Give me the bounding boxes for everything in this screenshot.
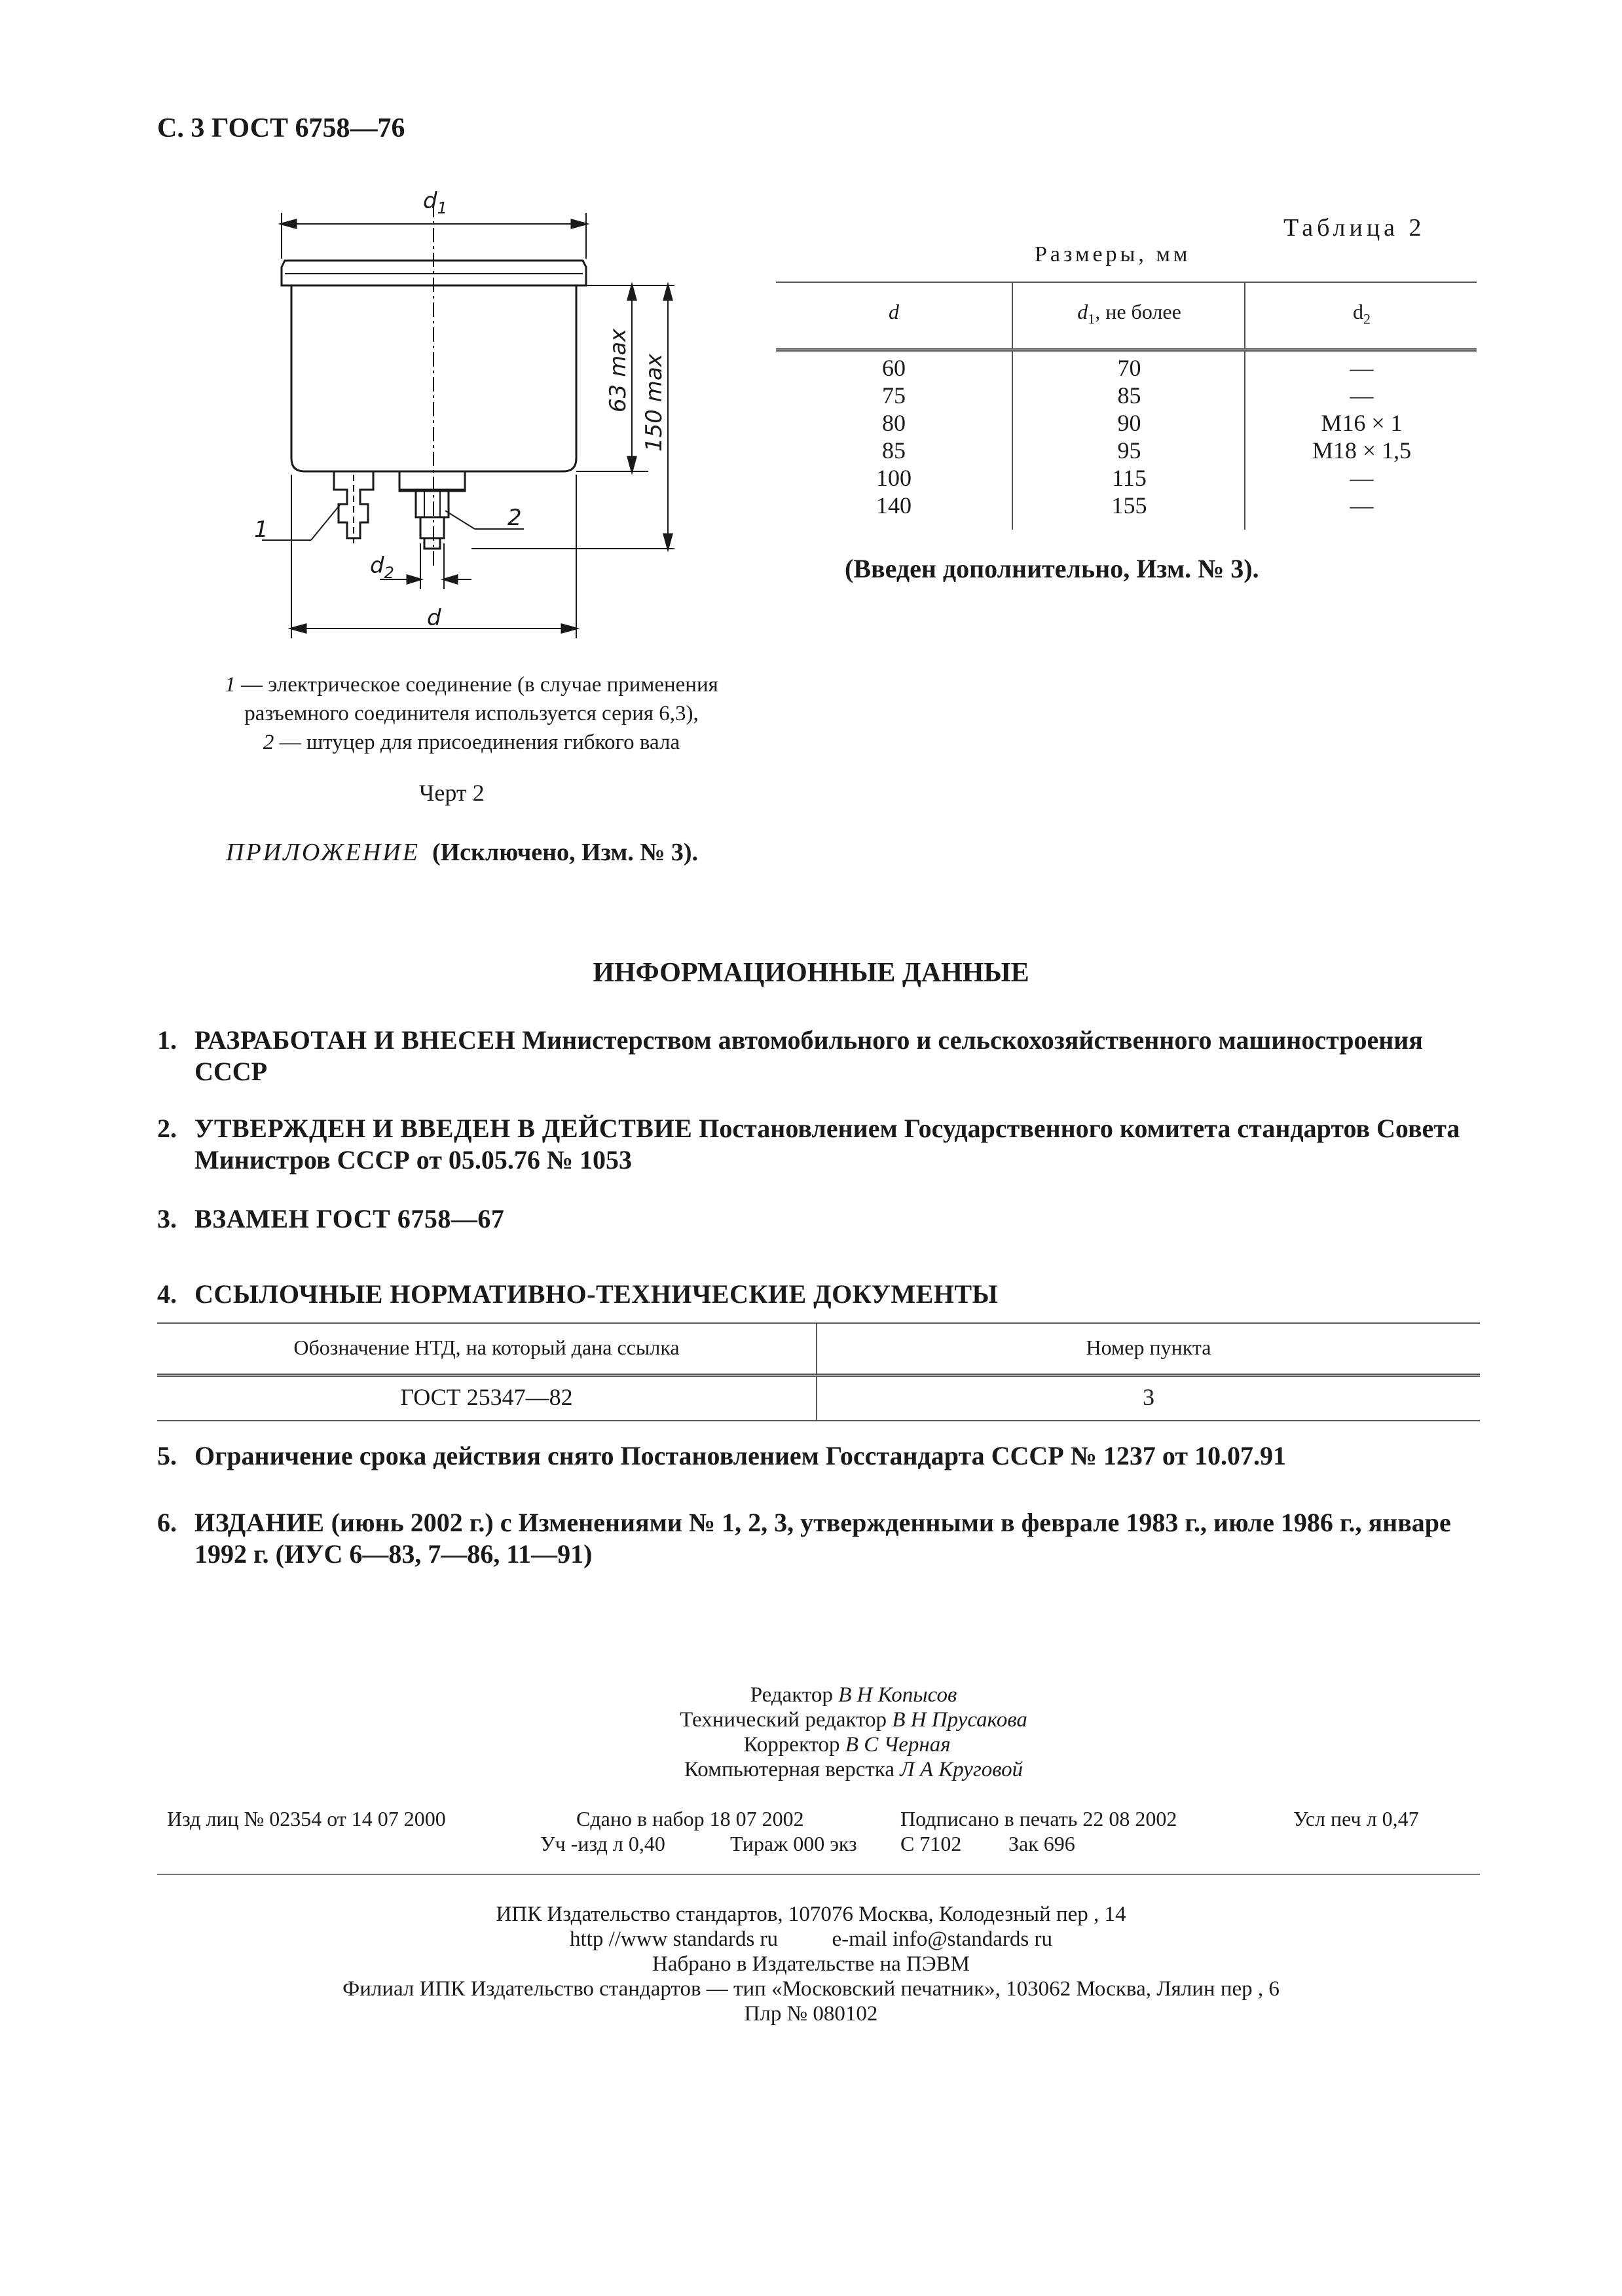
figure-caption: Черт 2 <box>419 780 485 806</box>
table2-header-d1: $d_1$, не более <box>1077 300 1181 327</box>
imprint-run: Тираж 000 экз <box>730 1832 857 1855</box>
d1-subscript: 1 <box>437 199 447 217</box>
imprint-order: Зак 696 <box>1008 1832 1075 1855</box>
instrument-drawing <box>249 177 667 655</box>
table2 <box>776 282 1477 530</box>
references-cell-doc: ГОСТ 25347—82 <box>400 1384 573 1410</box>
info-item-4: 4. ССЫЛОЧНЫЕ НОРМАТИВНО-ТЕХНИЧЕСКИЕ ДОКУМЕНТЫ <box>157 1279 999 1309</box>
imprint-pub-sheets: Уч -изд л 0,40 <box>540 1832 665 1855</box>
drawing-legend: 1 — электрическое соединение (в случае применения разъемного соединителя используется серия 6,3), 2 — штуцер для присоединения гибкого вала <box>225 673 718 754</box>
imprint-license: Изд лиц № 02354 от 14 07 2000 <box>167 1807 446 1831</box>
appendix-note: ПРИЛОЖЕНИЕ (Исключено, Изм. № 3). <box>226 839 699 866</box>
d2-subscript: 2 <box>384 564 394 582</box>
dim-63-label: 63 max <box>605 328 631 412</box>
table2-note: (Введен дополнительно, Изм. № 3). <box>845 554 1259 583</box>
info-item-3: 3. ВЗАМЕН ГОСТ 6758—67 <box>157 1204 505 1233</box>
svg-text:d1 <box>423 188 447 217</box>
info-item-2: 2. УТВЕРЖДЕН И ВВЕДЕН В ДЕЙСТВИЕ Постановлением Государственного комитета стандартов Совета Министров СССР от 05.05.76 № 1053 <box>157 1114 1460 1175</box>
references-table <box>157 1322 1480 1421</box>
credits: Редактор В Н Копысов Технический редактор В Н Прусакова Корректор В С Черная Компьютерная верстка Л А Круговой <box>680 1683 1027 1781</box>
imprint-sent: Сдано в набор 18 07 2002 <box>576 1807 804 1831</box>
table2-header <box>776 282 1477 352</box>
callout-1: 1 <box>254 517 268 543</box>
table2-col-d: 60 75 80 85 100 140 <box>876 355 912 519</box>
imprint-code: С 7102 <box>900 1832 962 1855</box>
table2-col-d1: 70 85 90 95 115 155 <box>1012 352 1245 530</box>
references-header <box>157 1322 1480 1377</box>
d-label: d <box>427 605 441 631</box>
references-cell-clause: 3 <box>816 1377 1480 1420</box>
table2-body <box>776 352 1477 530</box>
references-header-doc: Обозначение НТД, на который дана ссылка <box>293 1336 680 1359</box>
svg-text:d2 <box>370 553 394 582</box>
table-row <box>157 1377 1480 1421</box>
divider <box>157 1874 1480 1875</box>
page-header: С. 3 ГОСТ 6758—76 <box>157 113 405 143</box>
table2-subtitle: Размеры, мм <box>1035 242 1191 266</box>
d2-label: d <box>370 553 384 579</box>
d1-label: d <box>423 188 437 214</box>
info-item-5: 5. Ограничение срока действия снято Постановлением Госстандарта СССР № 1237 от 10.07.91 <box>157 1441 1287 1470</box>
callout-2: 2 <box>507 505 522 531</box>
table2-header-d: d <box>889 300 899 323</box>
table2-title: Таблица 2 <box>1283 214 1426 242</box>
info-item-1: 1. РАЗРАБОТАН И ВНЕСЕН Министерством автомобильного и сельскохозяйственного машиностроения СССР <box>157 1025 1423 1086</box>
references-header-clause: Номер пункта <box>816 1324 1480 1374</box>
info-item-6: 6. ИЗДАНИЕ (июнь 2002 г.) с Изменениями № 1, 2, 3, утвержденными в феврале 1983 г., июле 1986 г., январе 1992 г. (ИУС 6—83, 7—86, 11—91) <box>157 1508 1451 1569</box>
table2-header-d2: $d_2$ <box>1353 300 1371 327</box>
publisher-block: ИПК Издательство стандартов, 107076 Москва, Колодезный пер , 14 http //www standards ru e-mail info@standards ru Набрано в Издательстве на ПЭВМ Филиал ИПК Издательство стандартов — тип «Московский печатник», 103062 Москва, Лялин пер , 6 Плр № 080102 <box>342 1903 1280 2026</box>
table2-col-d2: — — M16 × 1 M18 × 1,5 — — <box>1244 352 1478 530</box>
imprint-signed: Подписано в печать 22 08 2002 <box>900 1807 1177 1831</box>
info-title: ИНФОРМАЦИОННЫЕ ДАННЫЕ <box>593 958 1029 988</box>
dim-150-label: 150 max <box>641 354 667 452</box>
imprint-print-sheets: Усл печ л 0,47 <box>1293 1807 1419 1831</box>
